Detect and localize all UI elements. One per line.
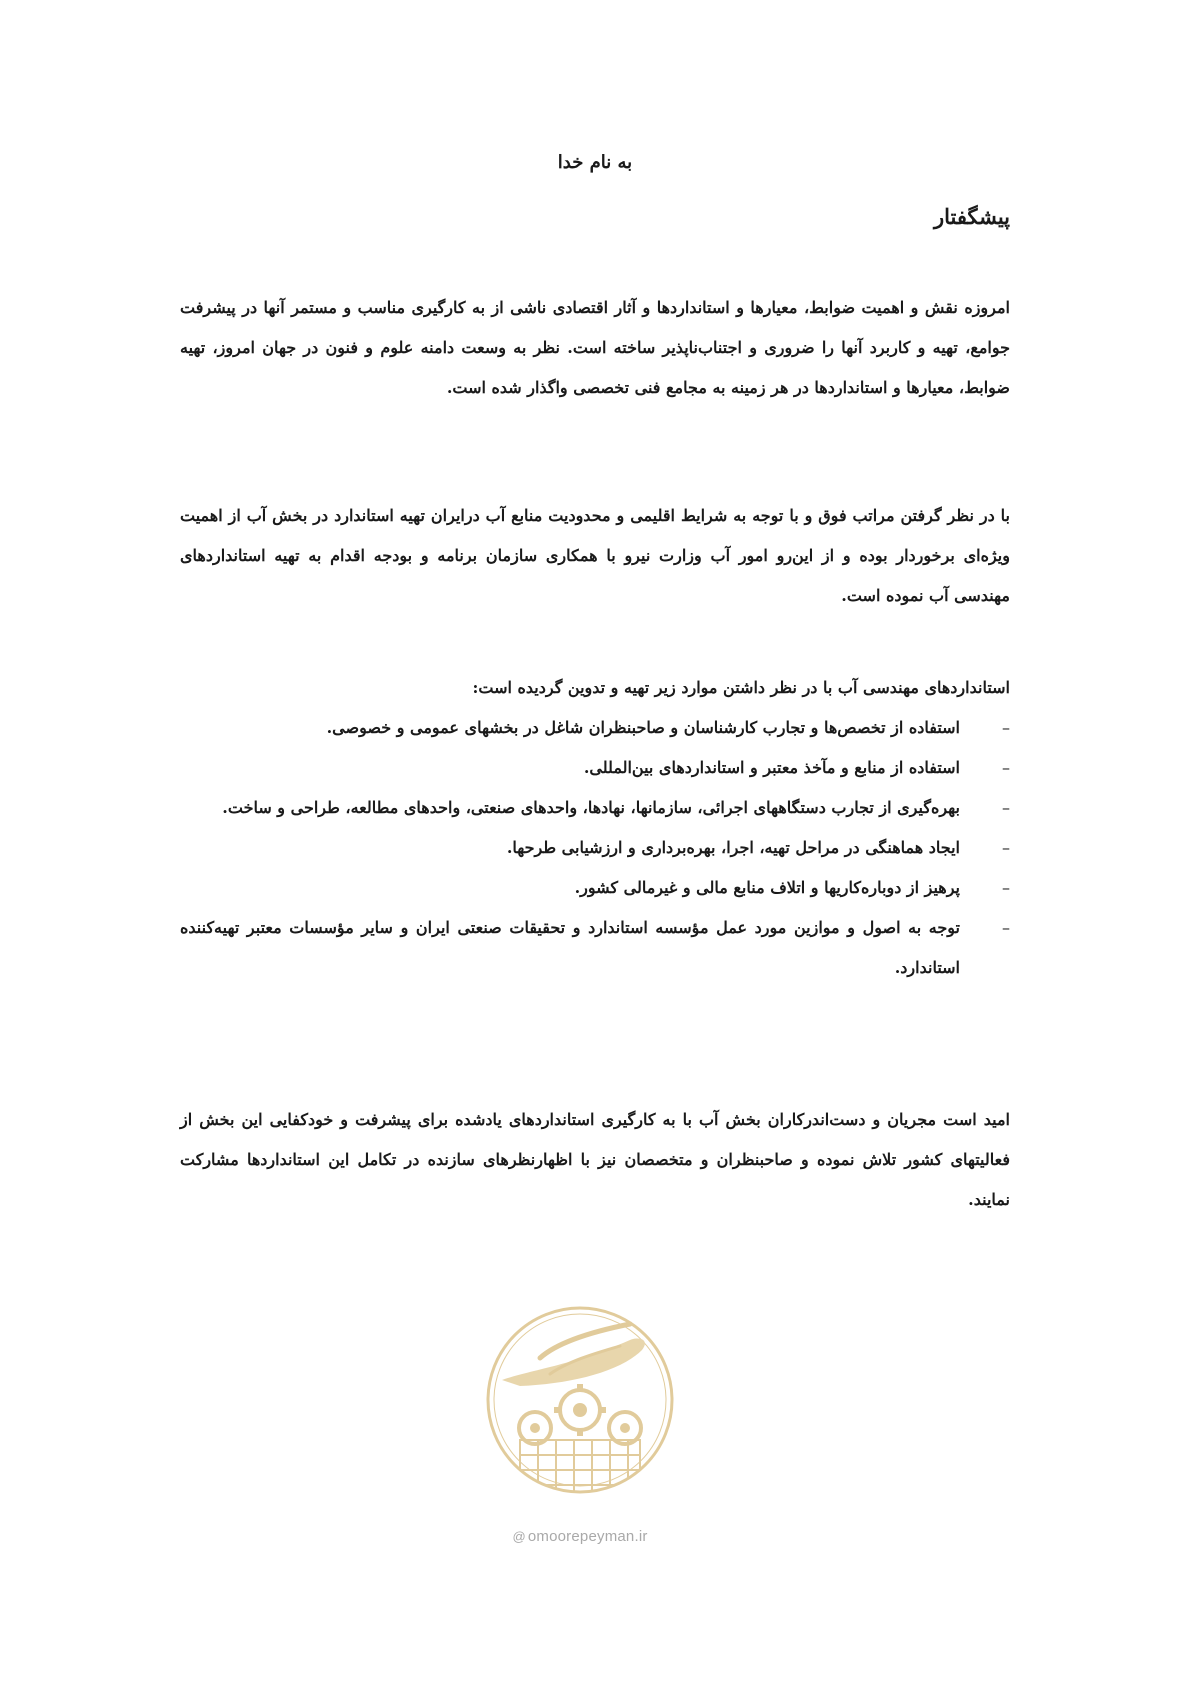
watermark-url-text: omoorepeyman.ir	[527, 1528, 648, 1545]
watermark-url	[480, 1528, 680, 1545]
list-item	[180, 868, 1010, 908]
list-item	[180, 788, 1010, 828]
dash-bullet-icon: –	[1002, 838, 1010, 857]
list-item-text: توجه به اصول و موازین مورد عمل مؤسسه استاندارد و تحقیقات صنعتی ایران و سایر مؤسسات معتبر تهیه‌کننده استاندارد.	[180, 918, 960, 977]
dash-bullet-icon: –	[1002, 798, 1010, 817]
paragraph-closing: امید است مجریان و دست‌اندرکاران بخش آب با به کارگیری استانداردهای یادشده برای پیشرفت و خودکفایی این بخش از فعالیتهای کشور تلاش نموده و صاحبنظران و متخصصان نیز با اظهارنظرهای سازنده در تکامل این استانداردها مشارکت نمایند.	[180, 1110, 1010, 1209]
basmala: به نام خدا	[557, 152, 633, 173]
list-item-text: استفاده از تخصص‌ها و تجارب کارشناسان و صاحبنظران شاغل در بخشهای عمومی و خصوصی.	[326, 718, 960, 737]
list-item-text: ایجاد هماهنگی در مراحل تهیه، اجرا، بهره‌برداری و ارزشیابی طرحها.	[506, 838, 960, 857]
list-item-text: پرهیز از دوباره‌کاریها و اتلاف منابع مالی و غیرمالی کشور.	[574, 878, 960, 897]
paragraph-context: با در نظر گرفتن مراتب فوق و با توجه به شرایط اقلیمی و محدودیت منابع آب درایران تهیه استاندارد در بخش آب از اهمیت ویژه‌ای برخوردار بوده و از این‌رو امور آب وزارت نیرو با همکاری سازمان برنامه و بودجه اقدام به تهیه استانداردهای مهندسی آب نموده است.	[180, 506, 1010, 605]
criteria-list	[180, 708, 1010, 988]
paragraph-intro: امروزه نقش و اهمیت ضوابط، معیارها و استانداردها و آثار اقتصادی ناشی از به کارگیری مناسب و مستمر آنها در پیشرفت جوامع، تهیه و کاربرد آنها را ضروری و اجتناب‌ناپذیر ساخته است. نظر به وسعت دامنه علوم و فنون در جهان امروز، تهیه ضوابط، معیارها و استانداردها در هر زمینه به مجامع فنی تخصصی واگذار شده است.	[180, 298, 1011, 397]
list-item	[180, 708, 1010, 748]
dash-bullet-icon: –	[1002, 718, 1010, 737]
page-title: پیشگفتار	[933, 204, 1010, 229]
dash-bullet-icon: –	[1002, 878, 1010, 897]
dash-bullet-icon: –	[1002, 758, 1010, 777]
list-item-text: استفاده از منابع و مآخذ معتبر و استانداردهای بین‌المللی.	[583, 758, 960, 777]
at-icon: @	[512, 1529, 526, 1544]
logo-emblem-icon	[480, 1300, 680, 1520]
dash-bullet-icon: –	[1002, 918, 1010, 937]
list-item-text: بهره‌گیری از تجارب دستگاههای اجرائی، سازمانها، نهادها، واحدهای صنعتی، واحدهای مطالعه، طراحی و ساخت.	[222, 798, 960, 817]
list-item	[180, 828, 1010, 868]
list-item	[180, 748, 1010, 788]
list-item	[180, 908, 1010, 988]
list-intro: استانداردهای مهندسی آب با در نظر داشتن موارد زیر تهیه و تدوین گردیده است:	[472, 678, 1010, 697]
